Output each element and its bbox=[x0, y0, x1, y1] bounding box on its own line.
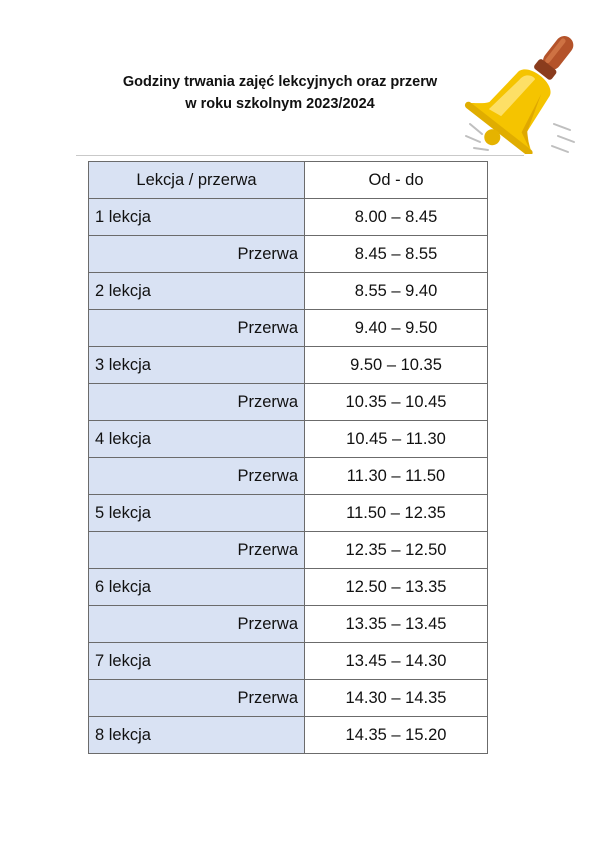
table-row bbox=[89, 384, 488, 421]
title-line-2: w roku szkolnym 2023/2024 bbox=[185, 96, 375, 112]
table-row bbox=[89, 199, 488, 236]
header-divider bbox=[76, 155, 524, 156]
table-header-row bbox=[89, 162, 488, 199]
row-time: 12.50 – 13.35 bbox=[305, 569, 488, 606]
row-label: Przerwa bbox=[89, 458, 305, 495]
table-row bbox=[89, 273, 488, 310]
school-bell-icon bbox=[462, 32, 580, 154]
row-label: 5 lekcja bbox=[89, 495, 305, 532]
row-label: 7 lekcja bbox=[89, 643, 305, 680]
table-row bbox=[89, 421, 488, 458]
row-time: 12.35 – 12.50 bbox=[305, 532, 488, 569]
row-time: 8.00 – 8.45 bbox=[305, 199, 488, 236]
schedule-table bbox=[88, 161, 488, 754]
title-line-1: Godziny trwania zajęć lekcyjnych oraz przerw bbox=[122, 74, 438, 90]
table-row bbox=[89, 347, 488, 384]
table-row bbox=[89, 569, 488, 606]
table-row bbox=[89, 606, 488, 643]
row-time: 9.40 – 9.50 bbox=[305, 310, 488, 347]
row-time: 10.45 – 11.30 bbox=[305, 421, 488, 458]
document-title bbox=[80, 71, 480, 115]
row-label: 1 lekcja bbox=[89, 199, 305, 236]
header-lesson-break: Lekcja / przerwa bbox=[89, 162, 305, 199]
row-time: 11.30 – 11.50 bbox=[305, 458, 488, 495]
row-time: 13.45 – 14.30 bbox=[305, 643, 488, 680]
table-row bbox=[89, 236, 488, 273]
row-label: 4 lekcja bbox=[89, 421, 305, 458]
row-time: 9.50 – 10.35 bbox=[305, 347, 488, 384]
row-label: 6 lekcja bbox=[89, 569, 305, 606]
row-time: 14.30 – 14.35 bbox=[305, 680, 488, 717]
table-row bbox=[89, 680, 488, 717]
row-label: Przerwa bbox=[89, 680, 305, 717]
row-label: 8 lekcja bbox=[89, 717, 305, 754]
table-row bbox=[89, 717, 488, 754]
row-label: Przerwa bbox=[89, 606, 305, 643]
table-row bbox=[89, 532, 488, 569]
row-label: Przerwa bbox=[89, 236, 305, 273]
row-time: 8.55 – 9.40 bbox=[305, 273, 488, 310]
row-label: Przerwa bbox=[89, 310, 305, 347]
row-time: 10.35 – 10.45 bbox=[305, 384, 488, 421]
row-label: Przerwa bbox=[89, 384, 305, 421]
header-from-to: Od - do bbox=[305, 162, 488, 199]
row-time: 11.50 – 12.35 bbox=[305, 495, 488, 532]
table-row bbox=[89, 458, 488, 495]
table-row bbox=[89, 310, 488, 347]
row-time: 13.35 – 13.45 bbox=[305, 606, 488, 643]
row-label: 2 lekcja bbox=[89, 273, 305, 310]
row-label: Przerwa bbox=[89, 532, 305, 569]
table-row bbox=[89, 495, 488, 532]
row-time: 8.45 – 8.55 bbox=[305, 236, 488, 273]
row-time: 14.35 – 15.20 bbox=[305, 717, 488, 754]
row-label: 3 lekcja bbox=[89, 347, 305, 384]
table-row bbox=[89, 643, 488, 680]
